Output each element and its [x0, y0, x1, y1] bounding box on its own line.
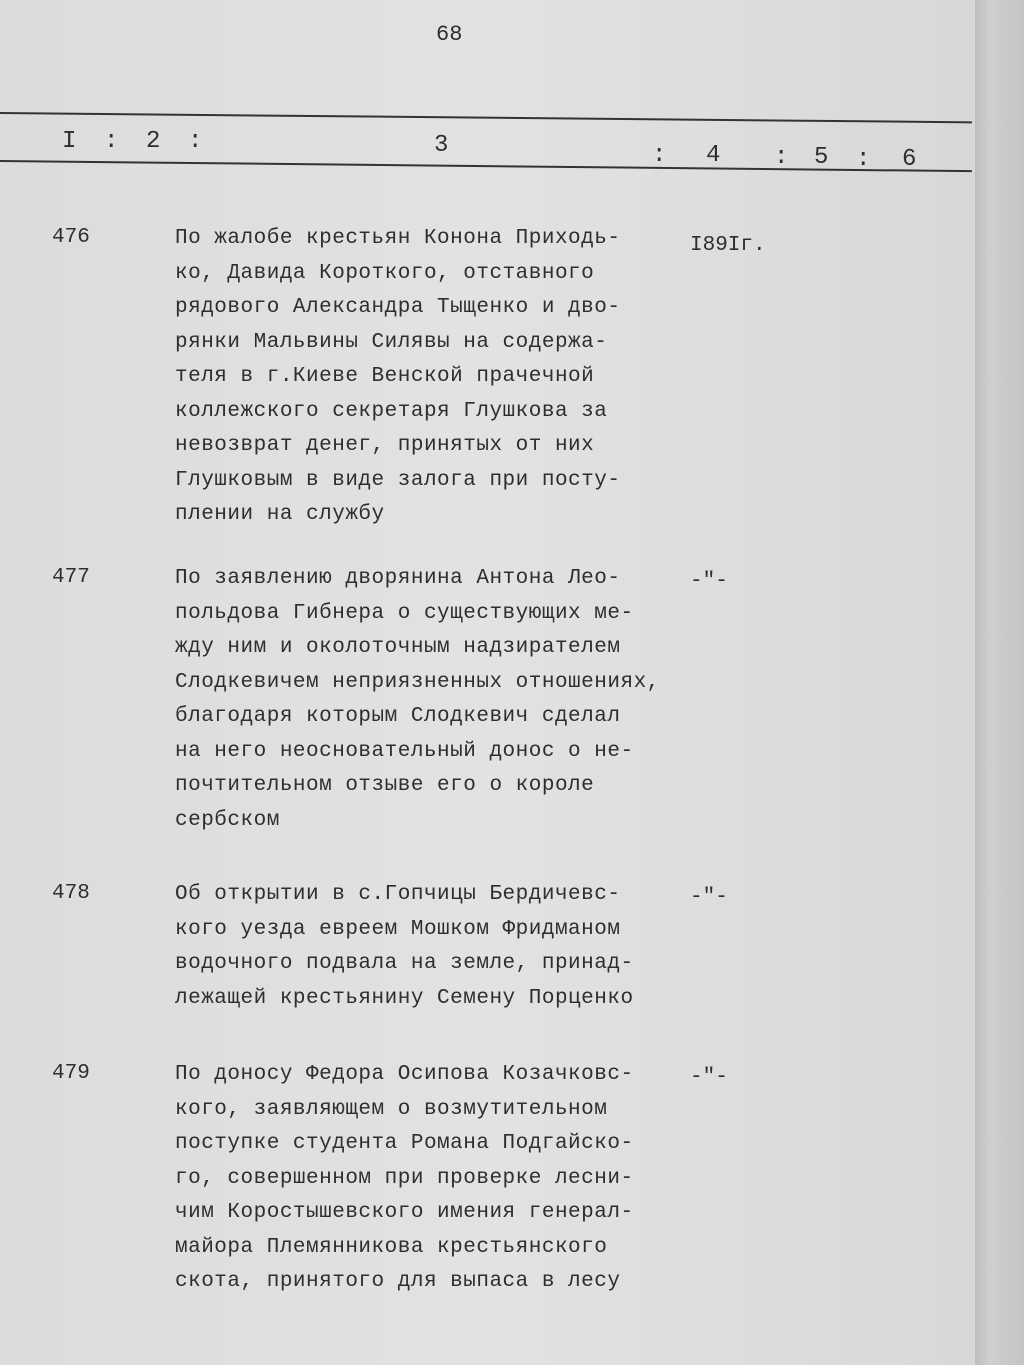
column-header-4: 4 [706, 142, 721, 169]
entry-line: рядового Александра Тыщенко и дво- [175, 296, 621, 319]
entry-line: майора Племянникова крестьянского [175, 1235, 608, 1259]
entry-line: По доносу Федора Осипова Козачковс- [175, 1063, 634, 1086]
entry-description [175, 562, 660, 838]
entry-line: скота, принятого для выпаса в лесу [175, 1270, 621, 1293]
entry-line: По заявлению дворянина Антона Лео- [175, 567, 621, 590]
entry-line: теля в г.Киеве Венской прачечной [175, 365, 595, 388]
entry-number: 476 [52, 226, 90, 249]
column-header-6: 6 [902, 146, 917, 173]
entry-description [175, 222, 620, 533]
entry-description [175, 878, 634, 1016]
entry-line: Глушковым в виде залога при посту- [175, 468, 621, 492]
column-header-3: 3 [434, 132, 449, 159]
entry-line: По жалобе крестьян Конона Приходь- [175, 227, 621, 250]
entry-line: поступке студента Романа Подгайско- [175, 1132, 634, 1155]
entry-line: го, совершенном при проверке лесни- [175, 1166, 634, 1190]
entry-line: кого уезда евреем Мошком Фридманом [175, 917, 621, 941]
column-header-5: 5 [814, 144, 829, 171]
entry-number: 477 [52, 566, 90, 589]
entry-line: жду ним и околоточным надзирателем [175, 636, 621, 659]
entry-number: 478 [52, 882, 90, 905]
entry-line: сербском [175, 808, 280, 832]
entry-line: плении на службу [175, 503, 385, 526]
entry-line: лежащей крестьянину Семену Порценко [175, 986, 634, 1010]
entry-line: водочного подвала на земле, принад- [175, 952, 634, 975]
entry-line: на него неосновательный донос о не- [175, 739, 634, 763]
entry-line: Слодкевичем неприязненных отношениях, [175, 670, 660, 694]
entry-line: рянки Мальвины Силявы на содержа- [175, 330, 608, 354]
entry-line: чим Коростышевского имения генерал- [175, 1201, 634, 1224]
entry-line: кого, заявляющем о возмутительном [175, 1097, 608, 1121]
column-header-1: I [62, 128, 77, 155]
column-header-2: 2 [146, 128, 161, 155]
entry-number: 479 [52, 1062, 90, 1085]
entry-line: коллежского секретаря Глушкова за [175, 399, 608, 423]
page-edge [975, 0, 1024, 1365]
entry-date: -"- [690, 1066, 728, 1089]
entry-line: Об открытии в с.Гопчицы Бердичевс- [175, 883, 621, 906]
entry-description [175, 1058, 634, 1300]
entry-line: благодаря которым Слодкевич сделал [175, 705, 621, 728]
page-number: 68 [436, 22, 463, 47]
entry-date: -"- [690, 886, 728, 909]
entry-line: польдова Гибнера о существующих ме- [175, 601, 634, 625]
entry-date: -"- [690, 570, 728, 593]
entry-date: I89Iг. [690, 234, 766, 257]
entry-line: невозврат денег, принятых от них [175, 434, 595, 457]
entry-line: ко, Давида Короткого, отставного [175, 261, 595, 285]
entry-line: почтительном отзыве его о короле [175, 774, 595, 797]
